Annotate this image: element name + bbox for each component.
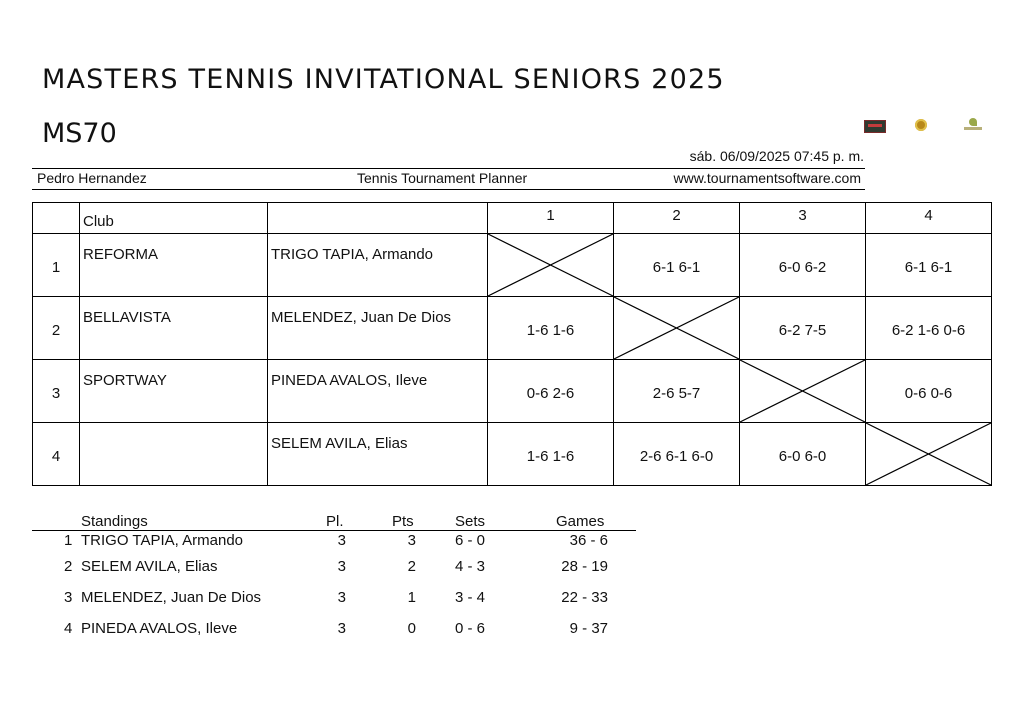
cross-mark-icon bbox=[866, 423, 991, 485]
match-result bbox=[614, 423, 740, 486]
player-name: TRIGO TAPIA, Armando bbox=[271, 246, 433, 263]
score-text: 6-0 6-2 bbox=[778, 259, 827, 276]
player-name: MELENDEZ, Juan De Dios bbox=[271, 309, 452, 326]
match-result bbox=[488, 360, 614, 423]
player-name: PINEDA AVALOS, Ileve bbox=[271, 372, 428, 389]
match-result bbox=[614, 234, 740, 297]
rank: 2 bbox=[64, 558, 73, 575]
player-name: SELEM AVILA, Elias bbox=[271, 435, 408, 452]
club-name: SPORTWAY bbox=[83, 372, 167, 389]
match-result bbox=[866, 234, 992, 297]
points: 0 bbox=[407, 620, 416, 637]
self-match-cell bbox=[488, 234, 614, 297]
row-num-label: 3 bbox=[51, 385, 61, 402]
club-name: REFORMA bbox=[83, 246, 158, 263]
row-club bbox=[80, 360, 268, 423]
standings-row bbox=[32, 619, 636, 650]
score-text: 6-1 6-1 bbox=[652, 259, 701, 276]
grid-header-club bbox=[80, 203, 268, 234]
row-num bbox=[33, 234, 80, 297]
cross-mark-icon bbox=[614, 297, 739, 359]
row-num-label: 2 bbox=[51, 322, 61, 339]
grid-header-num bbox=[33, 203, 80, 234]
score-text: 6-1 6-1 bbox=[904, 259, 953, 276]
sets: 4 - 3 bbox=[455, 558, 486, 575]
sets: 6 - 0 bbox=[455, 532, 486, 549]
row-num-label: 1 bbox=[51, 259, 61, 276]
club-header-label: Club bbox=[83, 213, 114, 230]
grid-row bbox=[33, 234, 992, 297]
self-match-cell bbox=[740, 360, 866, 423]
grid-row bbox=[33, 423, 992, 486]
games: 9 - 37 bbox=[569, 620, 608, 637]
score-text: 1-6 1-6 bbox=[526, 448, 575, 465]
row-num-label: 4 bbox=[51, 448, 61, 465]
games-header: Games bbox=[556, 513, 605, 530]
organizer-name: Pedro Hernandez bbox=[37, 170, 147, 186]
sponsor-logos bbox=[864, 118, 984, 136]
sponsor-logo-plant-icon bbox=[964, 118, 982, 132]
row-num bbox=[33, 423, 80, 486]
player-name: SELEM AVILA, Elias bbox=[81, 558, 218, 575]
games: 36 - 6 bbox=[569, 532, 608, 549]
match-result bbox=[866, 297, 992, 360]
event-name: MS70 bbox=[42, 118, 117, 149]
grid-header-row bbox=[33, 203, 992, 234]
match-result bbox=[740, 423, 866, 486]
points: 1 bbox=[407, 589, 416, 606]
standings-title: Standings bbox=[81, 513, 148, 530]
tournament-title: MASTERS TENNIS INVITATIONAL SENIORS 2025 bbox=[42, 64, 725, 95]
sets: 3 - 4 bbox=[455, 589, 486, 606]
grid-header-player bbox=[268, 203, 488, 234]
grid-row bbox=[33, 297, 992, 360]
score-text: 2-6 6-1 6-0 bbox=[639, 448, 714, 465]
match-result bbox=[866, 360, 992, 423]
match-result bbox=[488, 297, 614, 360]
played: 3 bbox=[337, 558, 346, 575]
score-text: 6-0 6-0 bbox=[778, 448, 827, 465]
played: 3 bbox=[337, 589, 346, 606]
row-num bbox=[33, 297, 80, 360]
row-player bbox=[268, 423, 488, 486]
sets: 0 - 6 bbox=[455, 620, 486, 637]
rank: 1 bbox=[64, 532, 73, 549]
played: 3 bbox=[337, 620, 346, 637]
row-club bbox=[80, 297, 268, 360]
rank: 4 bbox=[64, 620, 73, 637]
col-header-label: 3 bbox=[798, 207, 807, 224]
row-player bbox=[268, 297, 488, 360]
club-name: BELLAVISTA bbox=[83, 309, 171, 326]
website-link: www.tournamentsoftware.com bbox=[673, 170, 861, 186]
cross-mark-icon bbox=[488, 234, 613, 296]
grid-header-col bbox=[740, 203, 866, 234]
score-text: 6-2 1-6 0-6 bbox=[891, 322, 966, 339]
round-robin-grid bbox=[32, 202, 992, 486]
played-header: Pl. bbox=[326, 513, 344, 530]
row-club bbox=[80, 234, 268, 297]
print-datetime: sáb. 06/09/2025 07:45 p. m. bbox=[689, 148, 864, 164]
score-text: 1-6 1-6 bbox=[526, 322, 575, 339]
standings-table bbox=[32, 512, 636, 650]
standings-header bbox=[32, 512, 636, 531]
self-match-cell bbox=[614, 297, 740, 360]
col-header-label: 1 bbox=[546, 207, 555, 224]
played: 3 bbox=[337, 532, 346, 549]
sponsor-logo-flag-icon bbox=[864, 120, 886, 133]
match-result bbox=[740, 297, 866, 360]
player-name: MELENDEZ, Juan De Dios bbox=[81, 589, 262, 606]
rank: 3 bbox=[64, 589, 73, 606]
cross-mark-icon bbox=[740, 360, 865, 422]
match-result bbox=[740, 234, 866, 297]
info-bar bbox=[32, 168, 865, 190]
points-header: Pts bbox=[392, 513, 414, 530]
player-name: PINEDA AVALOS, Ileve bbox=[81, 620, 238, 637]
row-club bbox=[80, 423, 268, 486]
standings-row bbox=[32, 557, 636, 588]
row-player bbox=[268, 234, 488, 297]
games: 28 - 19 bbox=[561, 558, 608, 575]
grid-header-col bbox=[614, 203, 740, 234]
score-text: 6-2 7-5 bbox=[778, 322, 827, 339]
grid-header-col bbox=[866, 203, 992, 234]
points: 3 bbox=[407, 532, 416, 549]
match-result bbox=[488, 423, 614, 486]
sponsor-logo-medal-icon bbox=[915, 119, 927, 131]
self-match-cell bbox=[866, 423, 992, 486]
standings-row bbox=[32, 531, 636, 557]
points: 2 bbox=[407, 558, 416, 575]
score-text: 2-6 5-7 bbox=[652, 385, 701, 402]
col-header-label: 2 bbox=[672, 207, 681, 224]
games: 22 - 33 bbox=[561, 589, 608, 606]
row-num bbox=[33, 360, 80, 423]
col-header-label: 4 bbox=[924, 207, 933, 224]
match-result bbox=[614, 360, 740, 423]
standings-row bbox=[32, 588, 636, 619]
sets-header: Sets bbox=[455, 513, 486, 530]
score-text: 0-6 2-6 bbox=[526, 385, 575, 402]
software-name: Tennis Tournament Planner bbox=[357, 170, 528, 186]
score-text: 0-6 0-6 bbox=[904, 385, 953, 402]
player-name: TRIGO TAPIA, Armando bbox=[81, 532, 243, 549]
grid-row bbox=[33, 360, 992, 423]
row-player bbox=[268, 360, 488, 423]
grid-header-col bbox=[488, 203, 614, 234]
